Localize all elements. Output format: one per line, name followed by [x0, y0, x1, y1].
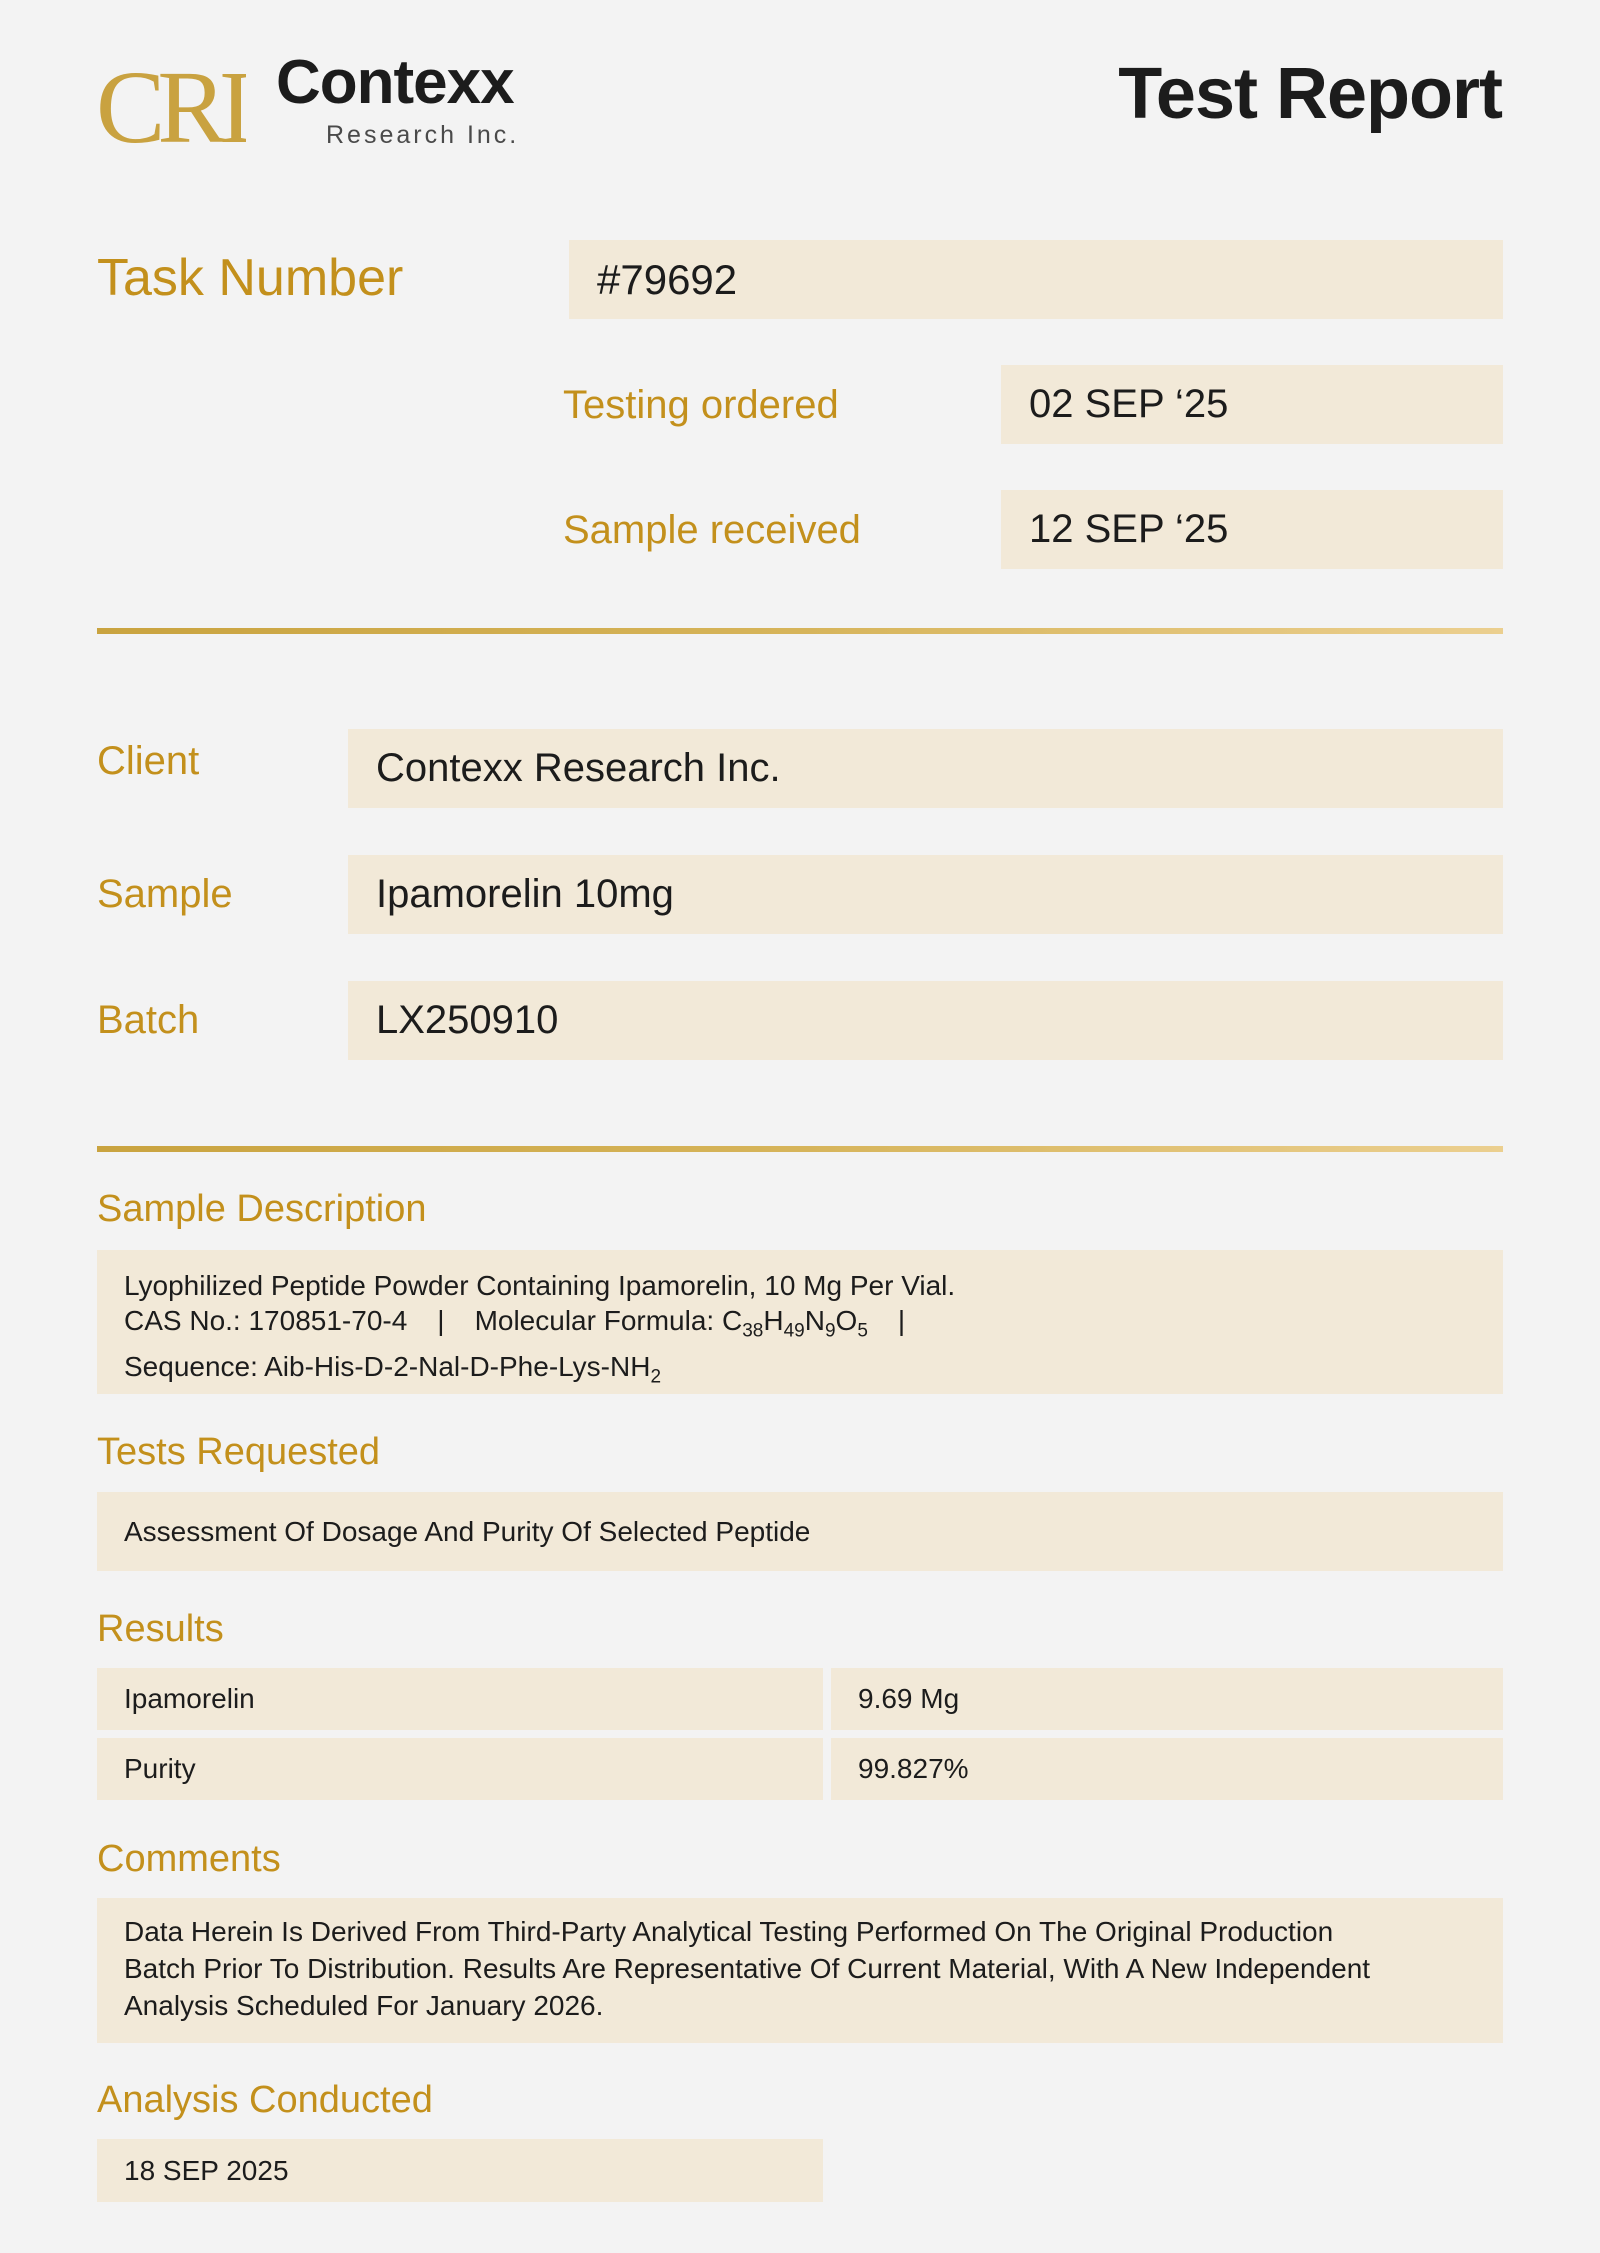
testing-ordered-field [1001, 365, 1503, 444]
batch-value: LX250910 [376, 998, 559, 1042]
sequence-subscript: 2 [650, 1366, 662, 1388]
sample-field [348, 855, 1503, 934]
analysis-date-box [97, 2139, 823, 2202]
sample-received-field [1001, 490, 1503, 569]
formula-subscript: 38 [742, 1320, 764, 1342]
table-row [831, 1738, 1503, 1800]
svg-text:CRI: CRI [96, 58, 246, 150]
client-field [348, 729, 1503, 808]
section-divider [97, 628, 1503, 634]
brand-name: Contexx [276, 48, 514, 117]
table-row [97, 1738, 823, 1800]
page-title: Test Report [1118, 54, 1502, 134]
testing-ordered-label: Testing ordered [563, 383, 839, 427]
task-number-value: #79692 [597, 255, 738, 303]
testing-ordered-value: 02 SEP ‘25 [1029, 382, 1229, 426]
description-line: Lyophilized Peptide Powder Containing Ipamorelin, 10 Mg Per Vial. [124, 1270, 956, 1301]
separator: | [897, 1305, 906, 1336]
formula-subscript: 49 [783, 1320, 805, 1342]
separator: | [437, 1305, 445, 1336]
client-label: Client [97, 739, 200, 783]
comments-box [97, 1898, 1503, 2043]
comments-heading: Comments [97, 1838, 281, 1880]
result-value: 99.827% [858, 1753, 969, 1784]
cri-logo-icon [96, 58, 246, 150]
task-number-label: Task Number [97, 249, 404, 307]
task-number-field [569, 240, 1503, 319]
results-heading: Results [97, 1608, 224, 1650]
batch-field [348, 981, 1503, 1060]
description-sequence [124, 1349, 1476, 1395]
formula-element: O [835, 1305, 858, 1336]
molecular-formula [721, 1305, 868, 1342]
result-name: Purity [124, 1753, 196, 1784]
sequence: Sequence: Aib-His-D-2-Nal-D-Phe-Lys-NH [124, 1350, 651, 1382]
comment-line: Data Herein Is Derived From Third-Party Analytical Testing Performed On The Original Production [124, 1916, 1334, 1947]
formula-subscript: 9 [824, 1320, 836, 1342]
analysis-date-value: 18 SEP 2025 [124, 2154, 289, 2186]
sample-description-heading: Sample Description [97, 1188, 427, 1230]
result-value: 9.69 Mg [858, 1683, 960, 1714]
tests-requested-box [97, 1492, 1503, 1571]
sample-received-value: 12 SEP ‘25 [1029, 507, 1229, 551]
molecular-formula-label: Molecular Formula: [474, 1305, 722, 1336]
analysis-conducted-heading: Analysis Conducted [97, 2079, 433, 2121]
section-divider [97, 1146, 1503, 1152]
formula-element: H [763, 1305, 784, 1336]
cas-number: CAS No.: 170851-70-4 [124, 1305, 408, 1336]
comment-line: Analysis Scheduled For January 2026. [124, 1990, 604, 2021]
formula-element: N [804, 1305, 825, 1336]
tests-requested-heading: Tests Requested [97, 1431, 381, 1473]
result-name: Ipamorelin [124, 1683, 255, 1714]
formula-subscript: 5 [857, 1320, 868, 1342]
sample-label: Sample [97, 872, 233, 916]
sample-description-box [97, 1250, 1503, 1394]
client-value: Contexx Research Inc. [376, 746, 781, 790]
tests-requested-value: Assessment Of Dosage And Purity Of Selected Peptide [124, 1515, 811, 1547]
table-row [831, 1668, 1503, 1730]
brand-subtitle: Research Inc. [326, 121, 520, 149]
sample-value: Ipamorelin 10mg [376, 872, 674, 916]
formula-element: C [721, 1305, 743, 1336]
sample-received-label: Sample received [563, 508, 861, 552]
description-identifiers [124, 1303, 1476, 1349]
comment-line: Batch Prior To Distribution. Results Are Representative Of Current Material, With A New Independent [124, 1953, 1371, 1984]
table-row [97, 1668, 823, 1730]
batch-label: Batch [97, 998, 200, 1042]
